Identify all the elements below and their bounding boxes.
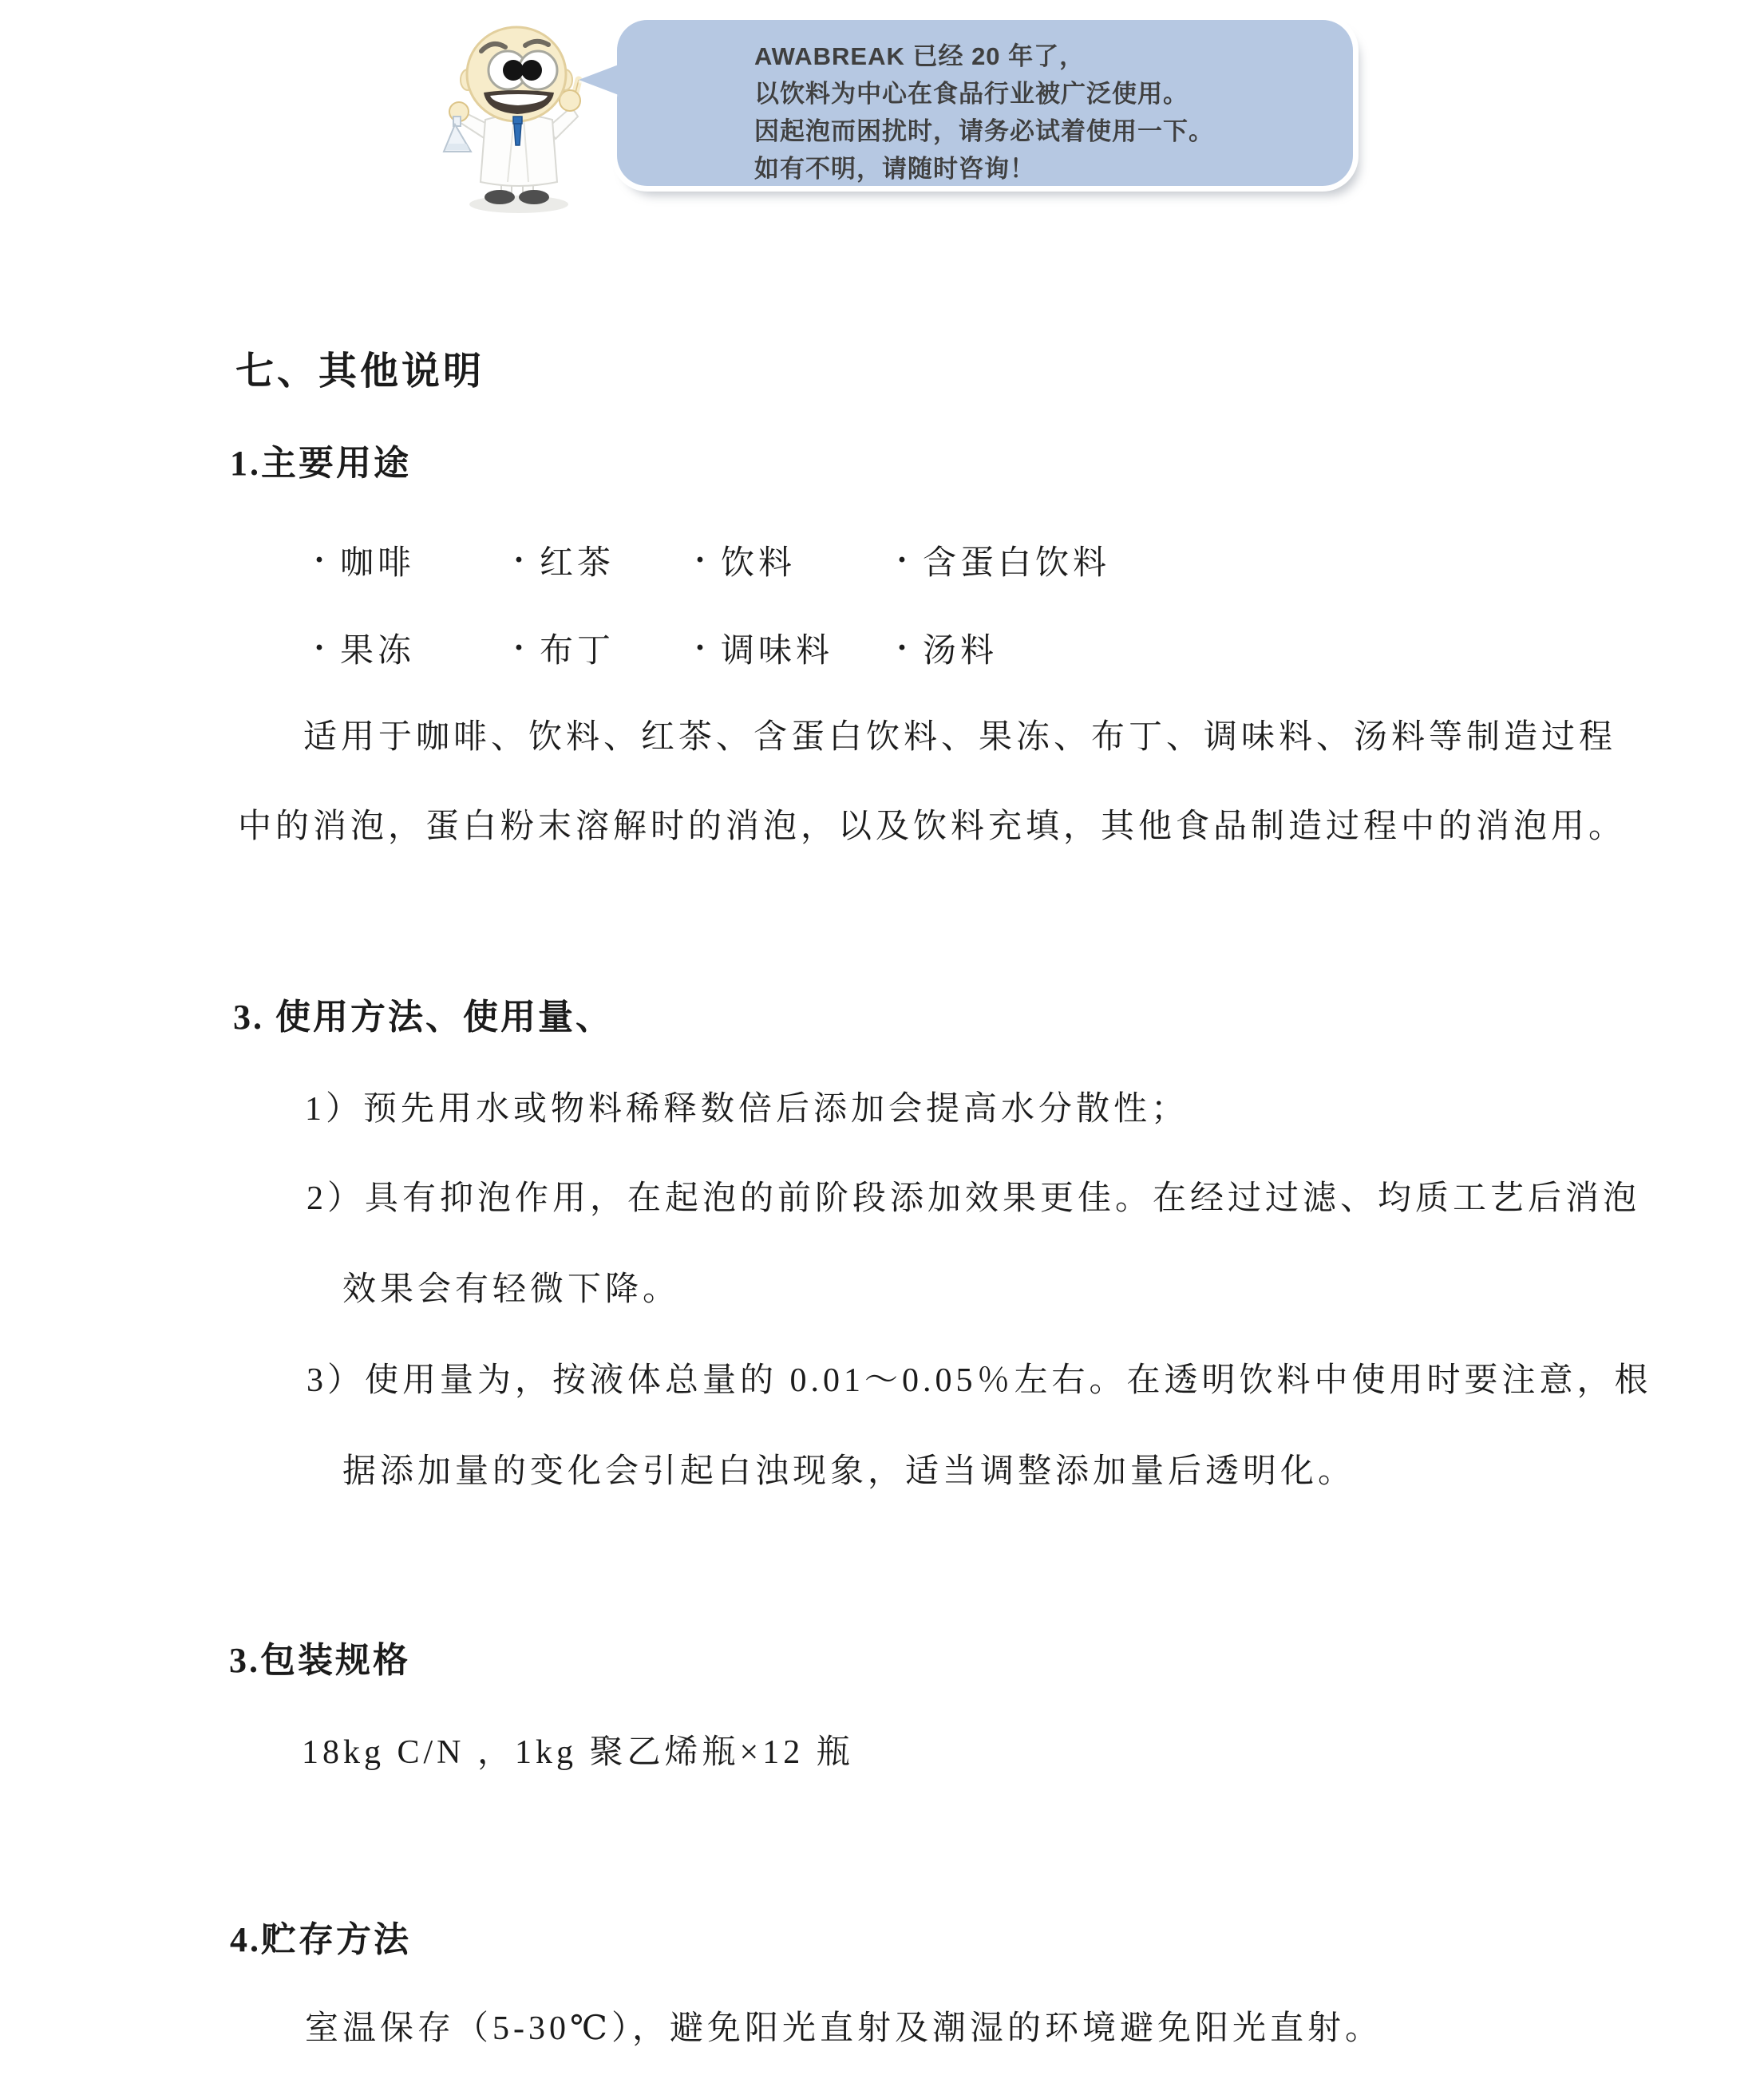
purpose-paragraph-line-2: 中的消泡，蛋白粉末溶解时的消泡，以及饮料充填，其他食品制造过程中的消泡用。 bbox=[238, 808, 1627, 845]
bullet-pudding: · 布丁 bbox=[513, 630, 615, 670]
bullet-dot-icon: · bbox=[694, 630, 710, 666]
bullet-seasoning: · 调味料 bbox=[694, 630, 834, 670]
bubble-line-3: 因起泡而困扰时，请务必试着使用一下。 bbox=[754, 117, 1214, 145]
bullet-dot-icon: · bbox=[694, 542, 710, 579]
method-item-3: 3）使用量为，按液体总量的 0.01～0.05％左右。在透明饮料中使用时要注意，根 bbox=[307, 1362, 1652, 1399]
bullet-coffee: · 咖啡 bbox=[314, 542, 416, 582]
purpose-heading: 1.主要用途 bbox=[230, 444, 411, 483]
speech-bubble-tail-icon bbox=[579, 65, 619, 95]
method-heading: 3. 使用方法、使用量、 bbox=[233, 998, 613, 1037]
method-item-2: 2）具有抑泡作用，在起泡的前阶段添加效果更佳。在经过过滤、均质工艺后消泡 bbox=[307, 1180, 1641, 1217]
section-title: 七、其他说明 bbox=[235, 350, 485, 393]
bullet-row-2 bbox=[0, 624, 1764, 672]
method-item-2-wrap: 效果会有轻微下降。 bbox=[342, 1271, 681, 1308]
bullet-jelly: · 果冻 bbox=[314, 630, 416, 670]
speech-bubble bbox=[617, 20, 1353, 186]
bullet-row-1 bbox=[0, 536, 1764, 584]
speech-bubble-text bbox=[754, 38, 1329, 188]
purpose-paragraph-line-1: 适用于咖啡、饮料、红茶、含蛋白饮料、果冻、布丁、调味料、汤料等制造过程 bbox=[303, 719, 1617, 756]
bullet-dot-icon: · bbox=[513, 542, 529, 579]
bullet-beverage: · 饮料 bbox=[694, 542, 797, 582]
packaging-line: 18kg C/N ，1kg 聚乙烯瓶×12 瓶 bbox=[302, 1734, 854, 1771]
packaging-heading: 3.包装规格 bbox=[229, 1641, 410, 1680]
bullet-protein-drink: · 含蛋白饮料 bbox=[896, 542, 1111, 582]
bullet-dot-icon: · bbox=[513, 630, 529, 666]
storage-line: 室温保存（5-30℃），避免阳光直射及潮湿的环境避免阳光直射。 bbox=[305, 2010, 1382, 2047]
bullet-black-tea: · 红茶 bbox=[513, 542, 615, 582]
storage-heading: 4.贮存方法 bbox=[230, 1920, 411, 1959]
bubble-line-1: AWABREAK 已经 20 年了， bbox=[754, 42, 1086, 70]
bullet-dot-icon: · bbox=[896, 542, 912, 579]
bullet-dot-icon: · bbox=[314, 630, 330, 666]
bullet-soup: · 汤料 bbox=[896, 630, 999, 670]
bubble-line-4: 如有不明，请随时咨询！ bbox=[754, 155, 1035, 183]
method-item-1: 1）预先用水或物料稀释数倍后添加会提高水分散性； bbox=[305, 1091, 1189, 1128]
bubble-line-2: 以饮料为中心在食品行业被广泛使用。 bbox=[754, 80, 1189, 108]
scientist-mascot-icon bbox=[437, 18, 597, 219]
bullet-dot-icon: · bbox=[896, 630, 912, 666]
bullet-dot-icon: · bbox=[314, 542, 330, 579]
method-item-3-wrap: 据添加量的变化会引起白浊现象，适当调整添加量后透明化。 bbox=[342, 1453, 1356, 1490]
